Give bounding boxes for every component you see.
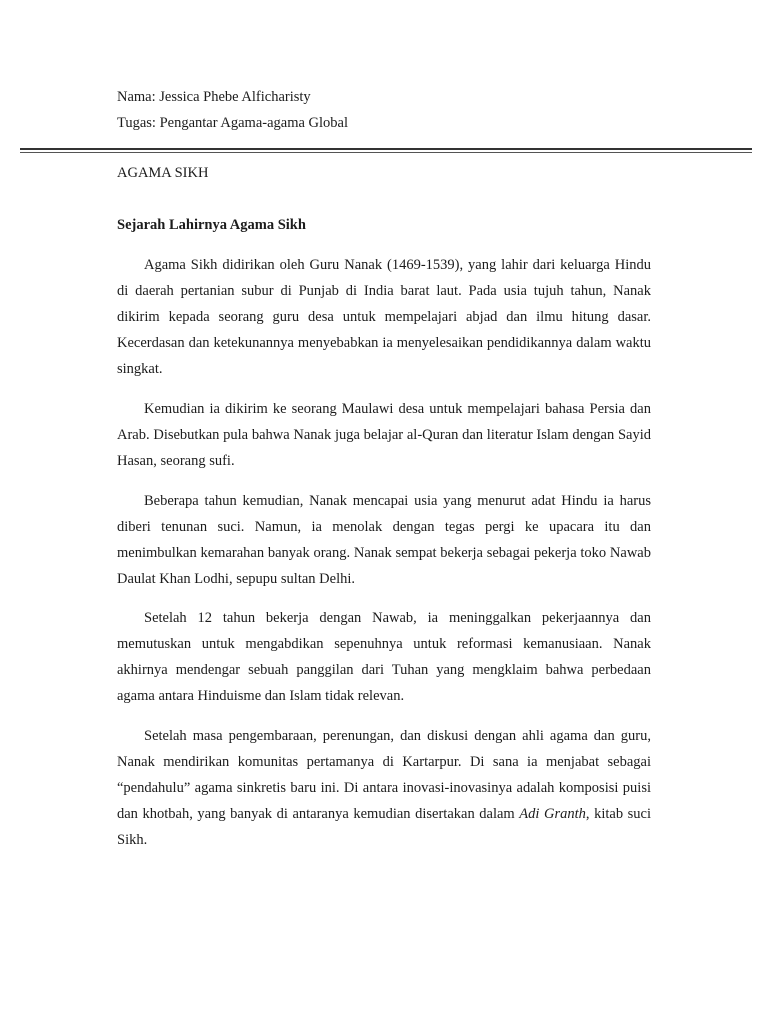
paragraph-5-ending: , kitab suci Sikh. (117, 806, 652, 848)
document-title: AGAMA SIKH (117, 165, 209, 181)
scripture-title: Adi Granth (519, 806, 586, 822)
paragraph-5-text: Setelah masa pengembaraan, perenungan, dan diskusi dengan ahli agama dan guru, Nanak mendirikan komunitas pertamanya di Kartarpur. Di sana ia menjabat sebagai “pendahulu” agama sinkretis baru ini. Di antara inovasi-inovasinya adalah komposisi puisi dan khotbah, yang banyak di antaranya kemudian disertakan dalam (117, 728, 651, 822)
paragraph-5 (117, 723, 651, 853)
paragraph-1: Agama Sikh didirikan oleh Guru Nanak (1469-1539), yang lahir dari keluarga Hindu di daerah pertanian subur di Punjab di India barat laut. Pada usia tujuh tahun, Nanak dikirim kepada seorang guru desa untuk mempelajari abjad dan ilmu hitung dasar. Kecerdasan dan ketekunannya menyebabkan ia menyelesaikan pendidikannya dalam waktu singkat. (117, 257, 651, 377)
header-divider-top (20, 148, 752, 150)
paragraph-3: Beberapa tahun kemudian, Nanak mencapai usia yang menurut adat Hindu ia harus diberi tenunan suci. Namun, ia menolak dengan tegas pergi ke upacara itu dan menimbulkan kemarahan banyak orang. Nanak sempat bekerja sebagai pekerja toko Nawab Daulat Khan Lodhi, sepupu sultan Delhi. (117, 493, 651, 587)
student-name-line: Nama: Jessica Phebe Alficharisty (117, 89, 311, 105)
paragraph-4: Setelah 12 tahun bekerja dengan Nawab, ia meninggalkan pekerjaannya dan memutuskan untuk mengabdikan sepenuhnya untuk reformasi kemanusiaan. Nanak akhirnya mendengar sebuah panggilan dari Tuhan yang mengklaim bahwa perbedaan agama antara Hinduisme dan Islam tidak relevan. (117, 610, 651, 704)
header-divider-bottom (20, 152, 752, 153)
assignment-line: Tugas: Pengantar Agama-agama Global (117, 115, 349, 131)
section-heading: Sejarah Lahirnya Agama Sikh (117, 217, 306, 233)
paragraph-2: Kemudian ia dikirim ke seorang Maulawi desa untuk mempelajari bahasa Persia dan Arab. Disebutkan pula bahwa Nanak juga belajar al-Quran dan literatur Islam dengan Sayid Hasan, seorang sufi. (117, 401, 651, 469)
